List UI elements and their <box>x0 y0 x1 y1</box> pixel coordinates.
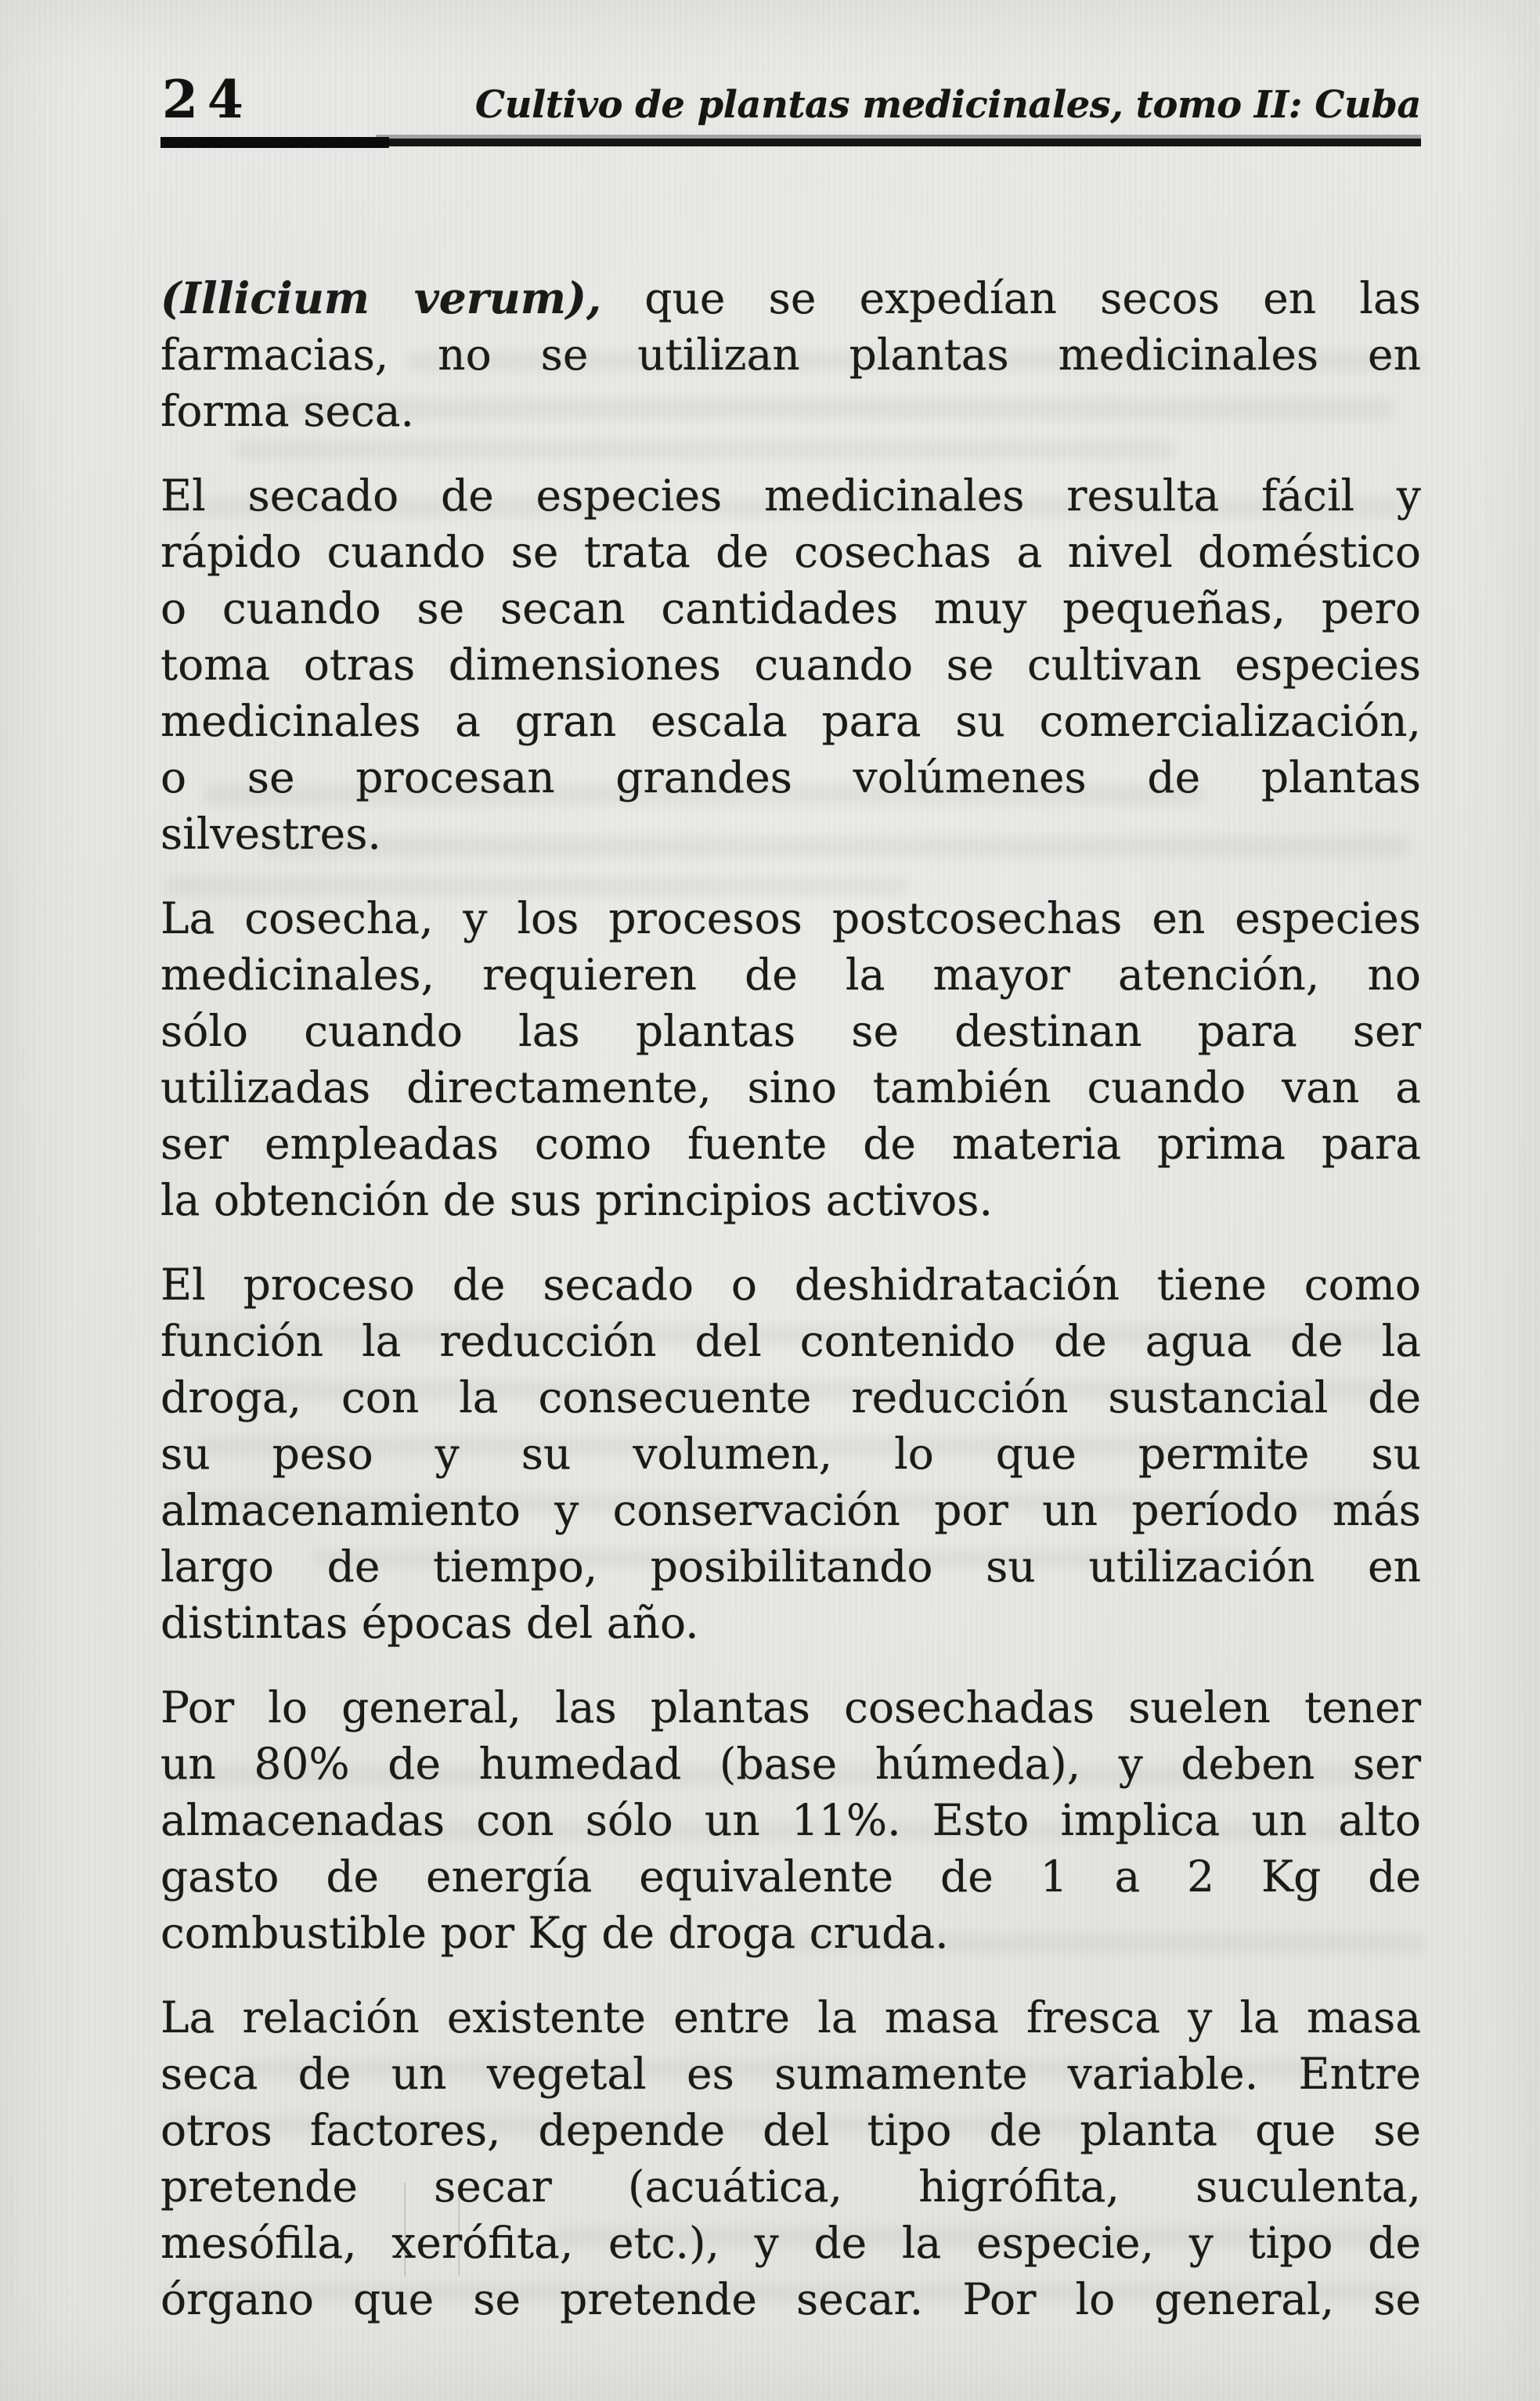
text-line: combustible por Kg de droga cruda. <box>160 1908 949 1958</box>
text-line: La relación existente entre la masa fresca y la masa <box>160 1992 1421 2042</box>
text-line: sólo cuando las plantas se destinan para ser <box>160 1006 1421 1056</box>
text-line: farmacias, no se utilizan plantas medicinales en <box>160 330 1421 380</box>
text-line-rest: que se expedían secos en las <box>601 273 1421 323</box>
text-line: medicinales, requieren de la mayor atención, no <box>160 950 1421 1000</box>
header-rule-left-segment <box>160 137 389 148</box>
text-line: Por lo general, las plantas cosechadas suelen tener <box>160 1682 1421 1732</box>
text-line: gasto de energía equivalente de 1 a 2 Kg de <box>160 1851 1421 1902</box>
running-header-title: Cultivo de plantas medicinales, tomo II: Cuba <box>474 83 1421 127</box>
page-number: 24 <box>162 69 253 130</box>
text-line: mesófila, xerófita, etc.), y de la especie, y tipo de <box>160 2218 1421 2268</box>
text-line: El proceso de secado o deshidratación tiene como <box>160 1260 1421 1310</box>
text-line: almacenamiento y conservación por un período más <box>160 1485 1421 1535</box>
text-line: silvestres. <box>160 809 381 859</box>
text-line: órgano que se pretende secar. Por lo general, se <box>160 2274 1421 2324</box>
text-line: ser empleadas como fuente de materia prima para <box>160 1119 1421 1169</box>
text-line: pretende secar (acuática, higrófita, suculenta, <box>160 2161 1421 2212</box>
species-name-bold-italic: (Illicium verum), <box>160 272 602 323</box>
text-line: rápido cuando se trata de cosechas a nivel doméstico <box>160 527 1421 577</box>
text-line: su peso y su volumen, lo que permite su <box>160 1429 1421 1479</box>
text-column <box>160 270 1421 2327</box>
text-line: toma otras dimensiones cuando se cultivan especies <box>160 640 1421 690</box>
text-line: almacenadas con sólo un 11%. Esto implica un alto <box>160 1795 1421 1845</box>
text-line: El secado de especies medicinales resulta fácil y <box>160 470 1421 521</box>
text-line: o cuando se secan cantidades muy pequeñas, pero <box>160 583 1421 633</box>
text-line: seca de un vegetal es sumamente variable. Entre <box>160 2049 1421 2099</box>
text-line: utilizadas directamente, sino también cuando van a <box>160 1062 1421 1112</box>
paragraph <box>160 1256 1421 1651</box>
paragraph <box>160 1679 1421 1961</box>
text-line: droga, con la consecuente reducción sustancial de <box>160 1372 1421 1422</box>
paragraph <box>160 1989 1421 2327</box>
text-line: o se procesan grandes volúmenes de plantas <box>160 752 1421 802</box>
text-line: distintas épocas del año. <box>160 1598 699 1648</box>
text-line: función la reducción del contenido de agua de la <box>160 1316 1421 1366</box>
text-line: un 80% de humedad (base húmeda), y deben ser <box>160 1739 1421 1789</box>
paragraph <box>160 270 1421 439</box>
text-line: largo de tiempo, posibilitando su utilización en <box>160 1541 1421 1592</box>
text-line: otros factores, depende del tipo de planta que se <box>160 2105 1421 2155</box>
text-line: La cosecha, y los procesos postcosechas en especies <box>160 893 1421 943</box>
text-line: forma seca. <box>160 386 415 436</box>
text-line: medicinales a gran escala para su comercialización, <box>160 696 1421 746</box>
text-line: la obtención de sus principios activos. <box>160 1175 993 1225</box>
paragraph <box>160 890 1421 1228</box>
paragraph <box>160 467 1421 862</box>
text-line <box>160 270 1421 326</box>
